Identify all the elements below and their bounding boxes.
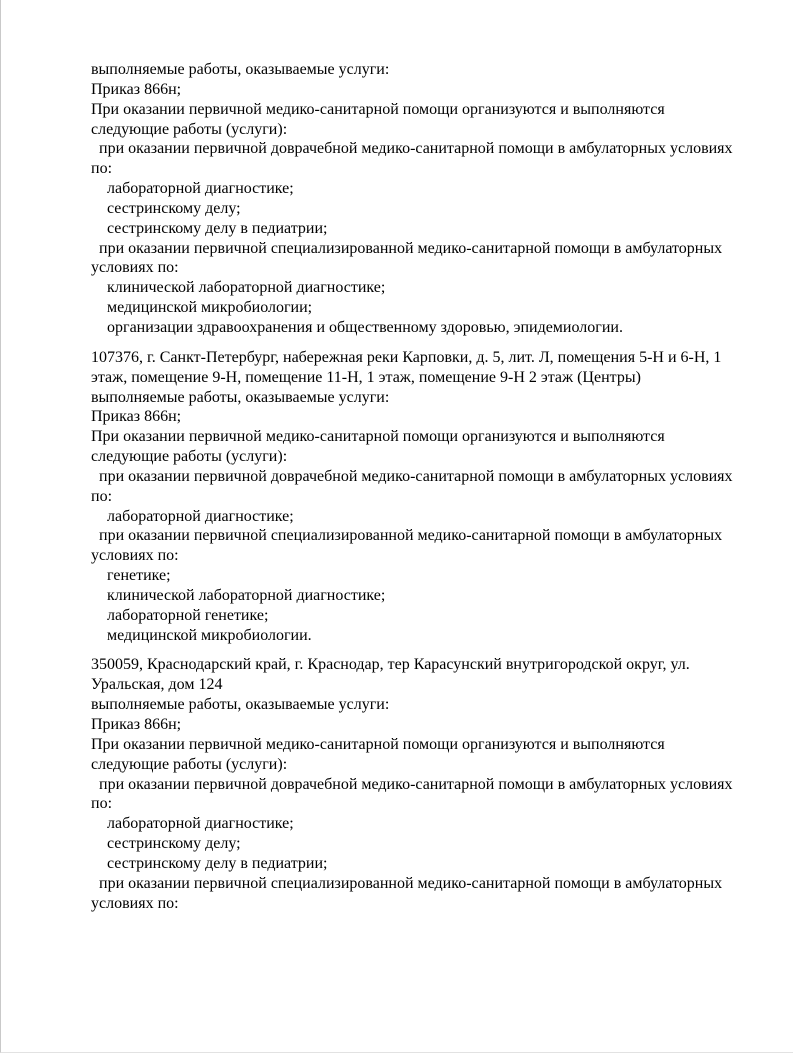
text-line: лабораторной диагностике; [91, 815, 294, 833]
document-content [1, 0, 793, 913]
text-line: при оказании первичной специализированной медико-санитарной помощи в амбулаторных условиях по: [91, 239, 727, 277]
text-line: клинической лабораторной диагностике; [91, 586, 386, 604]
text-line: при оказании первичной специализированной медико-санитарной помощи в амбулаторных условиях по: [91, 527, 727, 565]
text-line: сестринскому делу в педиатрии; [91, 854, 328, 872]
works-block-1 [91, 60, 741, 338]
text-line: генетике; [91, 567, 171, 585]
text-line: 350059, Краснодарский край, г. Краснодар, тер Карасунский внутригородской округ, ул. Уральская, дом 124 [91, 656, 694, 694]
text-line: При оказании первичной медико-санитарной помощи организуются и выполняются следующие работы (услуги): [91, 428, 669, 466]
text-line: при оказании первичной доврачебной медико-санитарной помощи в амбулаторных условиях по: [91, 467, 737, 505]
text-line: медицинской микробиологии. [91, 626, 312, 644]
text-line: при оказании первичной доврачебной медико-санитарной помощи в амбулаторных условиях по: [91, 140, 737, 178]
text-line: выполняемые работы, оказываемые услуги: [91, 61, 390, 78]
text-line: При оказании первичной медико-санитарной помощи организуются и выполняются следующие работы (услуги): [91, 100, 669, 138]
address-block-spb [91, 348, 741, 646]
text-line: при оказании первичной доврачебной медико-санитарной помощи в амбулаторных условиях по: [91, 775, 737, 813]
text-line: при оказании первичной специализированной медико-санитарной помощи в амбулаторных условиях по: [91, 874, 727, 912]
text-line: сестринскому делу; [91, 835, 241, 853]
text-line: Приказ 866н; [91, 80, 182, 98]
text-line: клинической лабораторной диагностике; [91, 279, 386, 297]
text-line: сестринскому делу; [91, 199, 241, 217]
text-line: лабораторной генетике; [91, 606, 269, 624]
text-line: лабораторной диагностике; [91, 180, 294, 198]
text-line: выполняемые работы, оказываемые услуги: [91, 388, 390, 406]
text-line: выполняемые работы, оказываемые услуги: [91, 696, 390, 714]
text-line: сестринскому делу в педиатрии; [91, 219, 328, 237]
text-line: 107376, г. Санкт-Петербург, набережная реки Карповки, д. 5, лит. Л, помещения 5-Н и 6-Н, 1 этаж, помещение 9-Н, помещение 11-Н, 1 этаж, помещение 9-Н 2 этаж (Центры) [91, 348, 726, 386]
text-line: лабораторной диагностике; [91, 507, 294, 525]
address-block-krasnodar [91, 655, 741, 913]
text-line: При оказании первичной медико-санитарной помощи организуются и выполняются следующие работы (услуги): [91, 735, 669, 773]
text-line: медицинской микробиологии; [91, 299, 313, 317]
text-line: Приказ 866н; [91, 408, 182, 426]
text-line: организации здравоохранения и общественному здоровью, эпидемиологии. [91, 318, 623, 336]
text-line: Приказ 866н; [91, 716, 182, 733]
